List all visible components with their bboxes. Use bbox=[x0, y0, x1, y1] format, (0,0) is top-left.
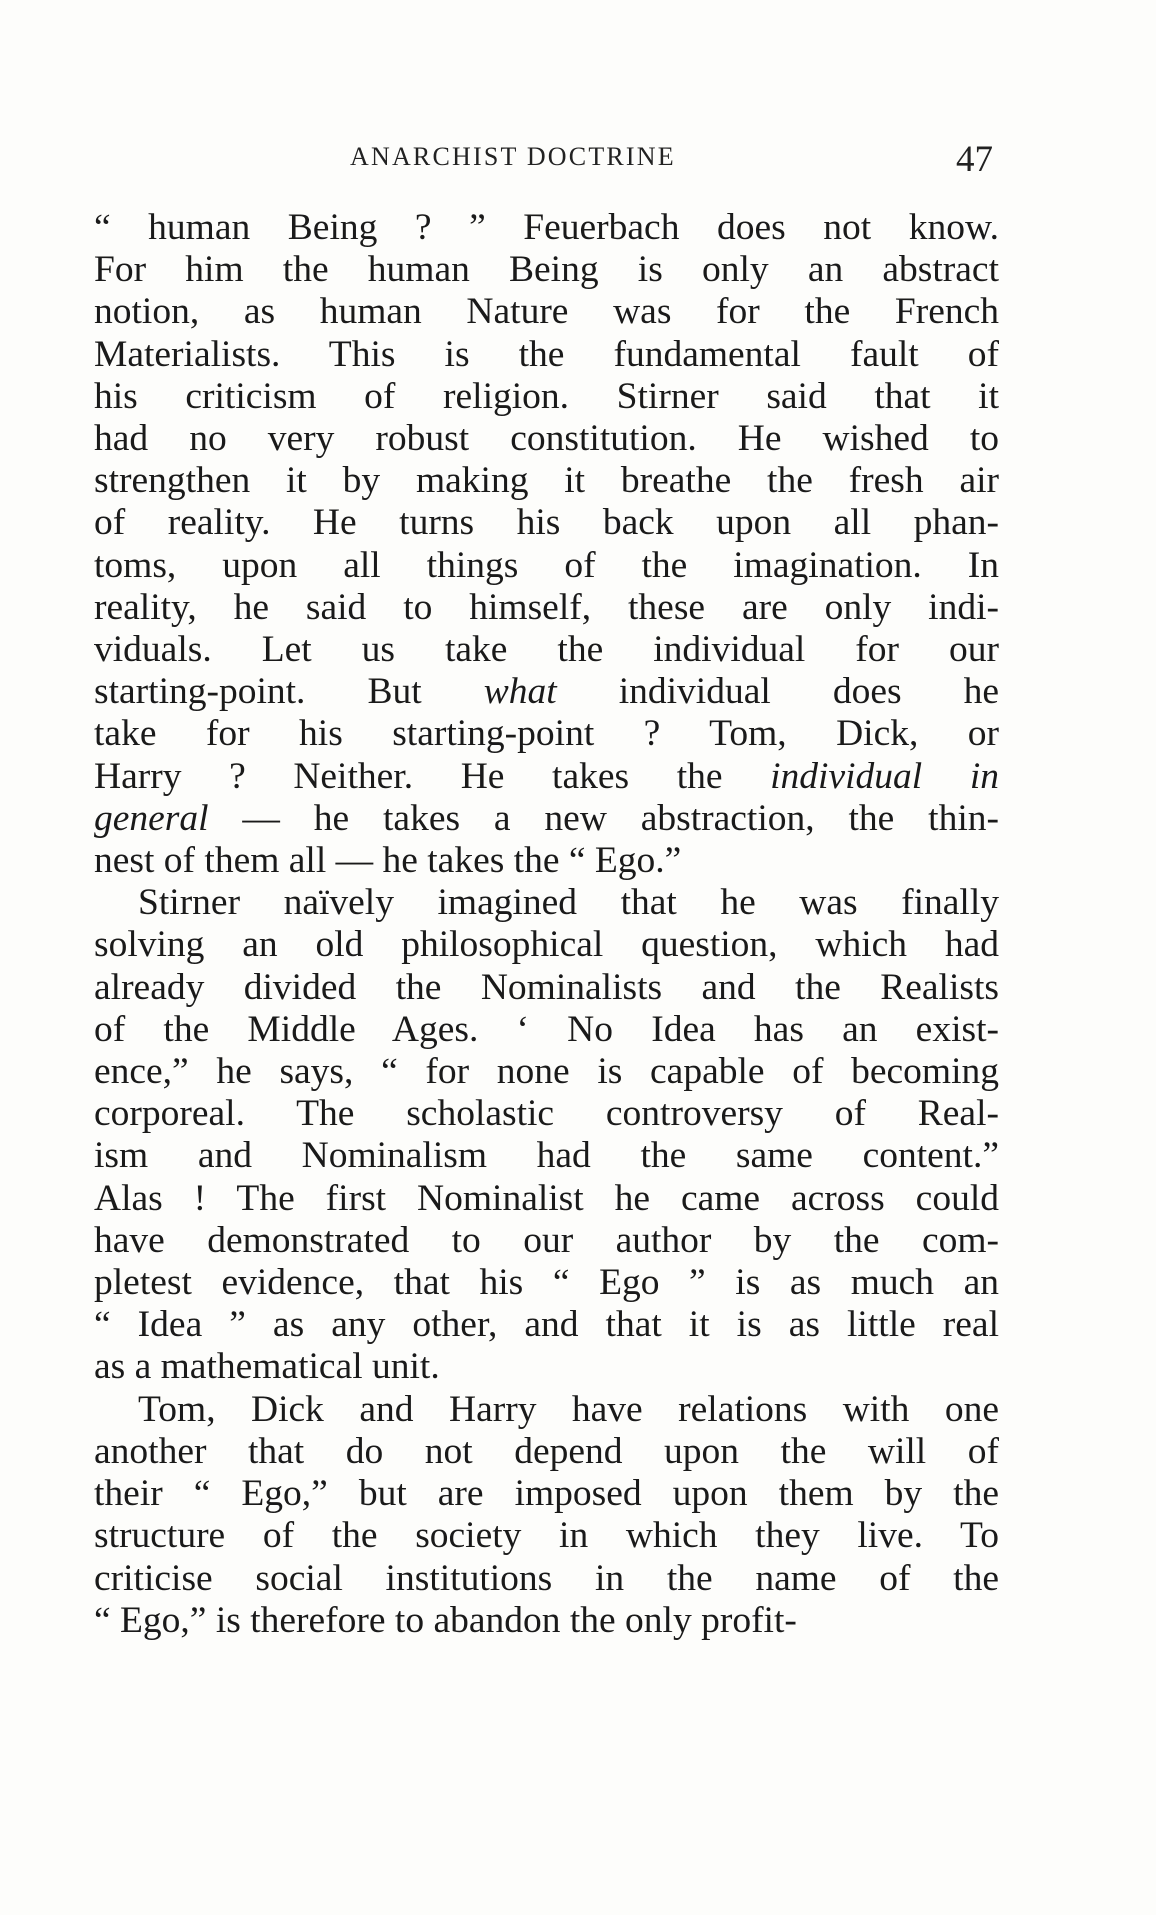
text-run: solving an old philosophical question, which had bbox=[94, 924, 999, 966]
text-run: their “ Ego,” but are imposed upon them by the bbox=[94, 1473, 999, 1515]
text-line bbox=[94, 756, 999, 798]
text-line bbox=[94, 460, 999, 502]
text-run: individual does he bbox=[556, 671, 999, 713]
text-run: Tom, Dick and Harry have relations with one bbox=[138, 1388, 999, 1430]
text-run: Stirner naïvely imagined that he was finally bbox=[138, 882, 999, 924]
text-run: nest of them all — he takes the “ Ego.” bbox=[94, 840, 682, 882]
text-run: structure of the society in which they live. To bbox=[94, 1515, 999, 1557]
paragraph bbox=[94, 882, 999, 1388]
text-line bbox=[94, 629, 999, 671]
text-run: pletest evidence, that his “ Ego ” is as much an bbox=[94, 1262, 999, 1304]
text-line bbox=[94, 418, 999, 460]
text-run: For him the human Being is only an abstract bbox=[94, 249, 999, 291]
italic-text: what bbox=[483, 671, 557, 713]
text-run: Alas ! The first Nominalist he came across could bbox=[94, 1177, 999, 1219]
text-line bbox=[94, 1600, 999, 1642]
paragraph bbox=[94, 1389, 999, 1642]
text-line bbox=[94, 1431, 999, 1473]
text-run: take for his starting-point ? Tom, Dick, or bbox=[94, 713, 999, 755]
text-run: as a mathematical unit. bbox=[94, 1346, 440, 1388]
text-line bbox=[94, 840, 999, 882]
text-line bbox=[94, 587, 999, 629]
text-run: criticise social institutions in the name of the bbox=[94, 1557, 999, 1599]
text-line bbox=[94, 291, 999, 333]
text-run: toms, upon all things of the imagination. In bbox=[94, 544, 999, 586]
text-run: “ human Being ? ” Feuerbach does not know. bbox=[94, 207, 999, 248]
text-line bbox=[94, 1346, 999, 1388]
text-run: another that do not depend upon the will of bbox=[94, 1430, 999, 1472]
text-run: Materialists. This is the fundamental fault of bbox=[94, 333, 999, 375]
text-line bbox=[94, 1558, 999, 1600]
text-run: Harry ? Neither. He takes the bbox=[94, 755, 771, 797]
text-line bbox=[94, 924, 999, 966]
text-line bbox=[94, 1304, 999, 1346]
text-run: of reality. He turns his back upon all phan- bbox=[94, 502, 999, 544]
text-line bbox=[94, 882, 999, 924]
text-run: his criticism of religion. Stirner said that it bbox=[94, 375, 999, 417]
text-run: notion, as human Nature was for the French bbox=[94, 291, 999, 333]
text-line bbox=[94, 967, 999, 1009]
text-run: reality, he said to himself, these are only indi- bbox=[94, 586, 999, 628]
text-line bbox=[94, 334, 999, 376]
text-run: have demonstrated to our author by the com- bbox=[94, 1219, 999, 1261]
text-line bbox=[94, 1178, 999, 1220]
text-line bbox=[94, 1051, 999, 1093]
text-run: ism and Nominalism had the same content.” bbox=[94, 1135, 999, 1177]
text-run: strengthen it by making it breathe the fresh air bbox=[94, 460, 999, 502]
text-run: had no very robust constitution. He wished to bbox=[94, 418, 999, 460]
text-line bbox=[94, 376, 999, 418]
running-head bbox=[94, 138, 999, 178]
body-text bbox=[94, 207, 999, 1642]
paragraph bbox=[94, 207, 999, 882]
text-line bbox=[94, 545, 999, 587]
text-line bbox=[94, 249, 999, 291]
text-run: of the Middle Ages. ‘ No Idea has an exist- bbox=[94, 1008, 999, 1050]
text-run: “ Idea ” as any other, and that it is as little real bbox=[94, 1304, 999, 1346]
text-line bbox=[94, 798, 999, 840]
text-line bbox=[94, 1220, 999, 1262]
text-run: corporeal. The scholastic controversy of Real- bbox=[94, 1093, 999, 1135]
text-run: already divided the Nominalists and the Realists bbox=[94, 966, 999, 1008]
text-line bbox=[94, 713, 999, 755]
text-run: starting-point. But bbox=[94, 671, 484, 713]
text-line bbox=[94, 1389, 999, 1431]
text-run: ence,” he says, “ for none is capable of becoming bbox=[94, 1051, 999, 1093]
italic-text: general bbox=[94, 797, 209, 839]
text-line bbox=[94, 1473, 999, 1515]
page-number: 47 bbox=[956, 139, 993, 180]
text-run: “ Ego,” is therefore to abandon the only profit- bbox=[94, 1599, 797, 1641]
text-line bbox=[94, 502, 999, 544]
text-line bbox=[94, 1135, 999, 1177]
running-title: ANARCHIST DOCTRINE bbox=[350, 142, 676, 171]
text-line bbox=[94, 1093, 999, 1135]
text-run: viduals. Let us take the individual for our bbox=[94, 629, 999, 671]
text-line bbox=[94, 1515, 999, 1557]
text-run: — he takes a new abstraction, the thin- bbox=[208, 797, 999, 839]
italic-text: individual in bbox=[770, 755, 999, 797]
text-line bbox=[94, 1262, 999, 1304]
text-line bbox=[94, 671, 999, 713]
text-line bbox=[94, 207, 999, 249]
text-line bbox=[94, 1009, 999, 1051]
